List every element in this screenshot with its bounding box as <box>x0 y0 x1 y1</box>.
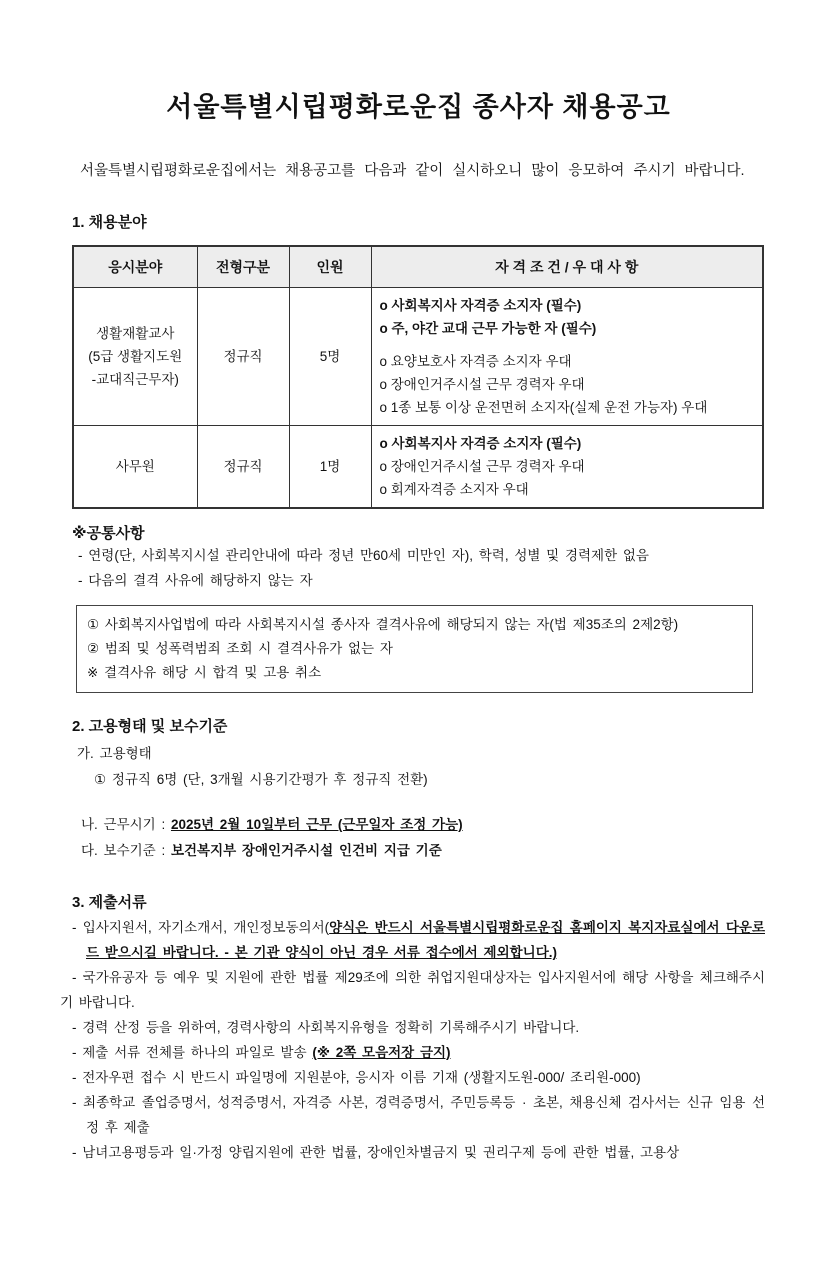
submission-bullet: - 전자우편 접수 시 반드시 파일명에 지원분야, 응시자 이름 기재 (생활지도원-000/ 조리원-000) <box>72 1070 641 1085</box>
document-title: 서울특별시립평화로운집 종사자 채용공고 <box>166 92 671 122</box>
recruitment-table <box>72 245 764 509</box>
submission-bullet: - 제출 서류 전체를 하나의 파일로 발송 (※ 2쪽 모음저장 금지) <box>72 1045 451 1060</box>
table-header-row <box>73 246 763 288</box>
qualification-line: o 장애인거주시설 근무 경력자 우대 <box>379 459 585 474</box>
submission-bullet: - 입사지원서, 자기소개서, 개인정보동의서(양식은 반드시 서울특별시립평화로운집 홈페이지 복지자료실에서 다운로드 받으시길 바랍니다. - 본 기관 양식이 아닌 경우 서류 접수에서 제외합니다.) <box>72 920 765 960</box>
header-cell-type: 전형구분 <box>197 246 289 288</box>
type-cell: 정규직 <box>197 426 289 509</box>
header-cell-qualifications: 자 격 조 건 / 우 대 사 항 <box>371 246 763 288</box>
pay-standard-label: 다. 보수기준 : <box>81 843 171 858</box>
common-notes-heading: ※공통사항 <box>72 525 145 542</box>
employment-type-label: 가. 고용형태 <box>77 746 152 761</box>
submission-bullet: - 최종학교 졸업증명서, 성적증명서, 자격증 사본, 경력증명서, 주민등록등 · 초본, 채용신체 검사서는 신규 임용 선정 후 제출 <box>72 1095 765 1135</box>
field-cell: 생활재활교사 (5급 생활지도원 -교대직근무자) <box>73 288 197 426</box>
qualification-line: o 요양보호사 자격증 소지자 우대 <box>379 354 572 369</box>
box-line: ① 사회복지사업법에 따라 사회복지시설 종사자 결격사유에 해당되지 않는 자(법 제35조의 2제2항) <box>87 617 679 632</box>
work-start-line <box>72 812 765 838</box>
spacer <box>380 340 755 350</box>
qualification-line: o 사회복지사 자격증 소지자 (필수) <box>379 436 582 451</box>
box-line: ② 범죄 및 성폭력범죄 조회 시 결격사유가 없는 자 <box>87 641 393 656</box>
pay-standard-line <box>72 838 765 864</box>
section-1-heading: 1. 채용분야 <box>72 214 147 231</box>
box-line: ※ 결격사유 해당 시 합격 및 고용 취소 <box>87 665 322 680</box>
qualification-line: o 주, 야간 교대 근무 가능한 자 (필수) <box>379 321 597 336</box>
header-cell-field: 응시분야 <box>73 246 197 288</box>
qualification-line: o 사회복지사 자격증 소지자 (필수) <box>379 298 582 313</box>
qualifications-cell <box>371 288 763 426</box>
field-cell: 사무원 <box>73 426 197 509</box>
submission-bullet: - 남녀고용평등과 일·가정 양립지원에 관한 법률, 장애인차별금지 및 권리구제 등에 관한 법률, 고용상 <box>72 1145 680 1160</box>
table-row-clerk <box>73 426 763 509</box>
disqualification-box <box>76 605 753 693</box>
submission-bullet: - 경력 산정 등을 위하여, 경력사항의 사회복지유형을 정확히 기록해주시기 바랍니다. <box>72 1020 580 1035</box>
submission-bullet: - 국가유공자 등 예우 및 지원에 관한 법률 제29조에 의한 취업지원대상자는 입사지원서에 해당 사항을 체크해주시기 바랍니다. <box>60 970 765 1010</box>
pay-standard-value: 보건복지부 장애인거주시설 인건비 지급 기준 <box>170 843 442 858</box>
qualification-line: o 회계자격증 소지자 우대 <box>379 482 529 497</box>
intro-paragraph: 서울특별시립평화로운집에서는 채용공고를 다음과 같이 실시하오니 많이 응모하여 주시기 바랍니다. <box>80 163 745 179</box>
qualification-line: o 1종 보통 이상 운전면허 소지자(실제 운전 가능자) 우대 <box>379 400 708 415</box>
type-cell: 정규직 <box>197 288 289 426</box>
qualification-line: o 장애인거주시설 근무 경력자 우대 <box>379 377 585 392</box>
count-cell: 5명 <box>289 288 371 426</box>
common-note-line: - 다음의 결격 사유에 해당하지 않는 자 <box>78 573 313 588</box>
table-row-teacher <box>73 288 763 426</box>
common-note-line: - 연령(단, 사회복지시설 관리안내에 따라 정년 만60세 미만인 자), 학력, 성별 및 경력제한 없음 <box>78 548 649 563</box>
work-start-value: 2025년 2월 10일부터 근무 (근무일자 조정 가능) <box>170 817 463 832</box>
employment-type-item: ① 정규직 6명 (단, 3개월 시용기간평가 후 정규직 전환) <box>94 772 428 787</box>
count-cell: 1명 <box>289 426 371 509</box>
section-3-heading: 3. 제출서류 <box>72 894 147 911</box>
work-start-label: 나. 근무시기 : <box>81 817 171 832</box>
submission-bullet-list <box>60 915 765 1165</box>
header-cell-count: 인원 <box>289 246 371 288</box>
qualifications-cell <box>371 426 763 509</box>
document-page <box>0 88 835 1269</box>
section-2-heading: 2. 고용형태 및 보수기준 <box>72 718 228 735</box>
